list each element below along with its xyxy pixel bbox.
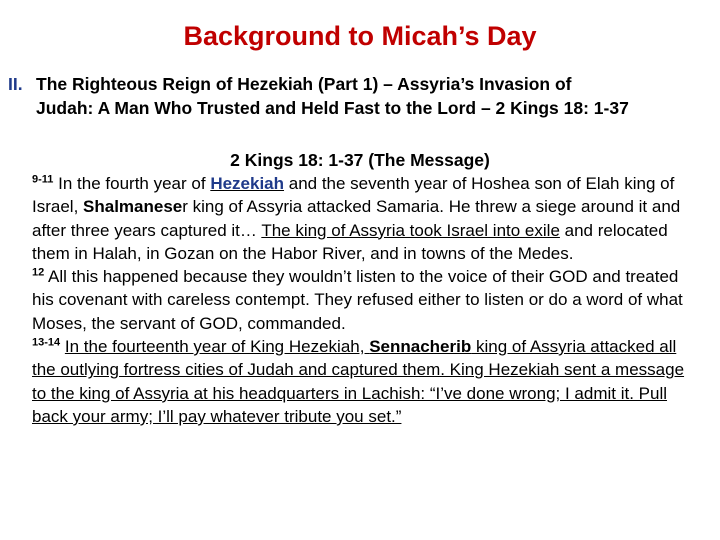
scripture-passage: [32, 172, 702, 428]
name-shalmaneser: Shalmanese: [83, 197, 183, 217]
verse-number: 13-14: [32, 336, 61, 349]
passage-text: In the fourth year of: [58, 174, 211, 193]
paragraph-verses-13-14: [32, 335, 702, 428]
name-sennacherib: Sennacherib: [369, 337, 472, 357]
outline-line-1: [8, 72, 714, 96]
underlined-exile-text: The king of Assyria took Israel into exile: [261, 220, 560, 240]
outline-heading: [8, 72, 714, 120]
scripture-reference: 2 Kings 18: 1-37 (The Message): [230, 150, 490, 170]
paragraph-verse-12: [32, 265, 702, 335]
passage-text: r king of Assyria attacked Samaria. He threw a siege around it and after three years captured it…: [32, 197, 681, 240]
verse-number: 12: [32, 266, 45, 279]
verse-number: 9-11: [32, 173, 54, 186]
slide-title: Background to Micah’s Day: [183, 21, 537, 51]
passage-text: king of Assyria attacked all the outlying fortress cities of Judah and captured them. King Hezekiah sent a message to the king of Assyria at his headquarters in Lachish: “I’ve done wrong; I admit it. Pull back your army; I’ll pay whatever tribute you set.”: [32, 337, 685, 426]
outline-line-2: Judah: A Man Who Trusted and Held Fast to the Lord – 2 Kings 18: 1-37: [36, 98, 629, 118]
name-hezekiah: Hezekiah: [210, 174, 285, 193]
passage-text: and the seventh year of Hoshea son of Elah king of Israel,: [32, 174, 675, 217]
outline-line-1-text: The Righteous Reign of Hezekiah (Part 1) – Assyria’s Invasion of: [36, 74, 572, 94]
passage-text: All this happened because they wouldn’t listen to the voice of their GOD and treated his covenant with careless contempt. They refused either to listen or do a word of what Moses, the servant of GOD, commanded.: [32, 267, 683, 333]
passage-text: and relocated them in Halah, in Gozan on the Habor River, and in towns of the Medes.: [32, 220, 668, 263]
outline-numeral: II.: [8, 74, 23, 94]
passage-text: In the fourteenth year of King Hezekiah,: [64, 337, 370, 357]
paragraph-verses-9-11: [32, 172, 702, 265]
